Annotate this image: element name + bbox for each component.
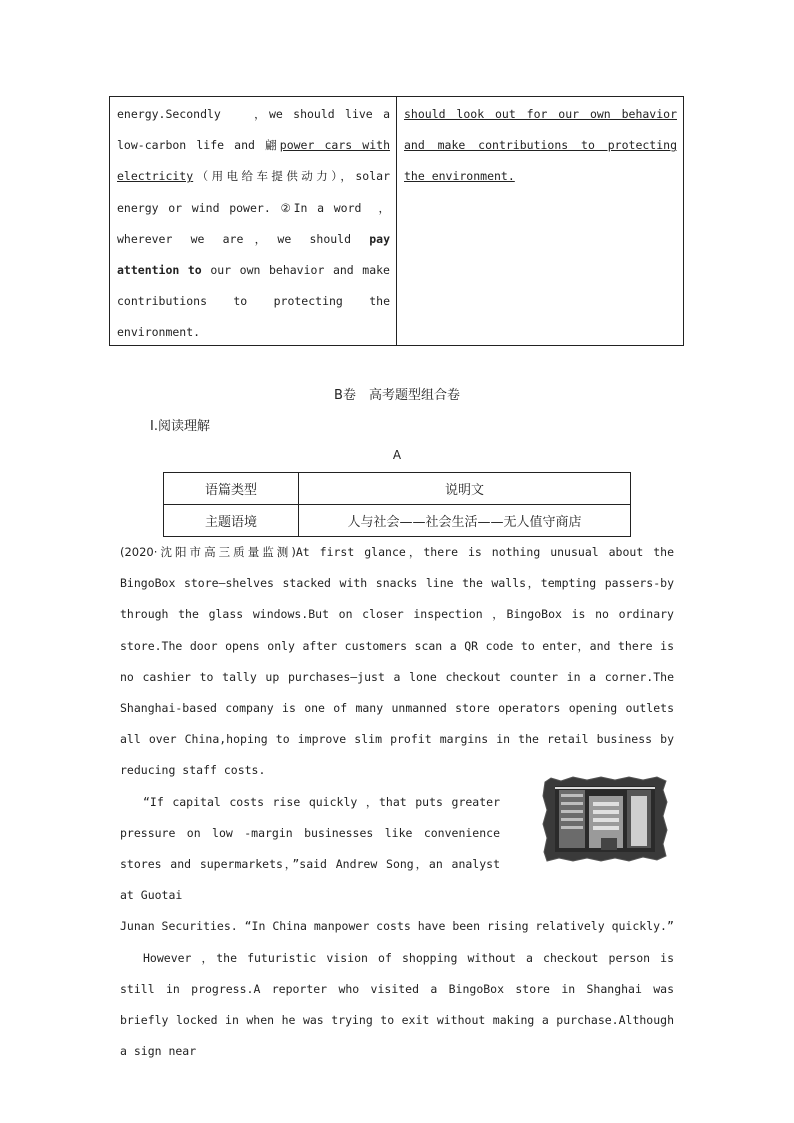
left-underlined-text: power cars with electricity: [117, 138, 390, 184]
passage-p1-text: At first glance，there is nothing unusual about the BingoBox store—shelves stacked with snacks line the walls，tempting passers-by through the glass windows.But on closer inspection ，BingoBox is no ordinary store.The door opens only after customers scan a QR code to enter，and there is no cashier to tally up purchases—just a lone checkout counter in a corner.The Shanghai-based company is one of many unmanned store operators opening outlets all over China,hoping to improve slim profit margins in the retail business by reducing staff costs.: [120, 545, 674, 778]
left-circle-marker: ②: [280, 200, 294, 215]
store-photo: [541, 776, 669, 862]
left-prefix-text: energy.Secondly ，we should live a low-carbon life and: [117, 107, 390, 153]
left-marker-text: 翩: [265, 138, 280, 153]
info-row-type: [164, 473, 631, 505]
left-end-text: our own behavior and make contributions to protecting the environment.: [117, 263, 390, 340]
section-title: B卷 高考题型组合卷: [334, 388, 460, 403]
left-cn-text: （用电给车提供动力）: [193, 169, 341, 184]
passage-source: (2020·沈阳市高三质量监测): [120, 545, 296, 559]
top-table-left-cell: [110, 97, 397, 345]
info-row-context: [164, 505, 631, 537]
info-value-type: 说明文: [299, 473, 631, 505]
left-word-text: In a word ，wherever we are，we should: [117, 200, 390, 246]
left-after-cn-text: ，solar energy or wind power.: [117, 169, 390, 215]
passage-paragraph-2-continued: Junan Securities. “In China manpower costs have been rising relatively quickly.”: [120, 919, 674, 934]
passage-paragraph-2: “If capital costs rise quickly ，that puts greater pressure on low -margin businesses like convenience stores and supermarkets，”said Andrew Song，an analyst at Guotai: [120, 794, 500, 903]
part-title: Ⅰ.阅读理解: [150, 419, 210, 434]
passage-letter: A: [392, 448, 402, 462]
top-table-right-cell: [397, 97, 683, 345]
info-table: [163, 472, 631, 537]
right-underlined-text: should look out for our own behavior and make contributions to protecting the environment.: [404, 107, 677, 184]
passage-paragraph-3: However ，the futuristic vision of shopping without a checkout person is still in progress.A reporter who visited a BingoBox store in Shanghai was briefly locked in when he was trying to exit without making a purchase.Although a sign near: [120, 950, 674, 1059]
info-value-context: 人与社会——社会生活——无人值守商店: [299, 505, 631, 537]
left-bold-text: pay attention to: [117, 231, 390, 278]
top-table: [109, 96, 684, 346]
info-key-context: 主题语境: [164, 505, 299, 537]
passage-paragraph-1: [120, 537, 674, 787]
info-key-type: 语篇类型: [164, 473, 299, 505]
